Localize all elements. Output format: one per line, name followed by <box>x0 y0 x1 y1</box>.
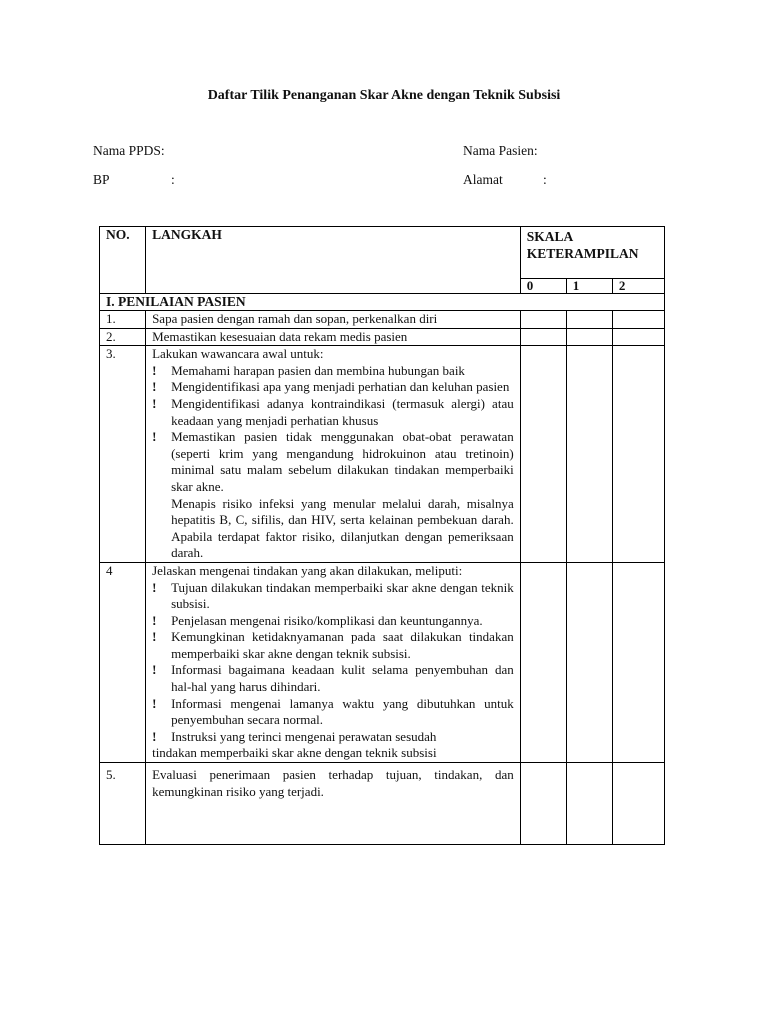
table-row <box>100 562 665 762</box>
list-item <box>152 580 514 613</box>
bullet-icon: ! <box>152 379 157 395</box>
scale-1: 1 <box>566 279 612 294</box>
score-cell-1[interactable] <box>566 346 612 563</box>
list-item <box>152 729 514 746</box>
nama-pasien-field <box>463 143 538 159</box>
list-item-text: Informasi mengenai lamanya waktu yang dibutuhkan untuk penyembuhan secara normal. <box>171 695 514 728</box>
list-item <box>152 613 514 630</box>
row-number: 5. <box>100 763 146 845</box>
list-item <box>152 396 514 429</box>
list-item <box>152 379 514 396</box>
score-cell-2[interactable] <box>612 763 664 845</box>
alamat-label: Alamat <box>463 172 503 187</box>
list-item-text: Penjelasan mengenai risiko/komplikasi dan keuntungannya. <box>171 612 483 628</box>
score-cell-2[interactable] <box>612 562 664 762</box>
list-item-text: Tujuan dilakukan tindakan memperbaiki skar akne dengan teknik subsisi. <box>171 579 514 612</box>
table-row <box>100 763 665 845</box>
list-item <box>152 662 514 695</box>
document-title: Daftar Tilik Penanganan Skar Akne dengan Teknik Subsisi <box>207 88 561 103</box>
score-cell-2[interactable] <box>612 328 664 346</box>
bullet-icon: ! <box>152 629 157 645</box>
score-cell-2[interactable] <box>612 346 664 563</box>
list-item-text: Mengidentifikasi apa yang menjadi perhatian dan keluhan pasien <box>171 379 510 395</box>
list-item-text: Instruksi yang terinci mengenai perawatan sesudah <box>171 728 437 744</box>
row-number: 2. <box>100 328 146 346</box>
score-cell-1[interactable] <box>566 328 612 346</box>
score-cell-1[interactable] <box>566 562 612 762</box>
header-no: NO. <box>100 227 146 294</box>
score-cell-1[interactable] <box>566 763 612 845</box>
row-number: 3. <box>100 346 146 563</box>
score-cell-2[interactable] <box>612 311 664 329</box>
score-cell-1[interactable] <box>566 311 612 329</box>
row-step-text: Lakukan wawancara awal untuk: <box>152 346 324 362</box>
row-step-content <box>146 346 521 563</box>
header-langkah: LANGKAH <box>146 227 521 294</box>
list-item-continuation: Menapis risiko infeksi yang menular melalui darah, misalnya hepatitis B, C, sifilis, dan HIV, serta kelainan pembekuan darah. Apabila terdapat faktor risiko, dilanjutkan dengan pemeriksaan darah. <box>171 495 514 561</box>
score-cell-0[interactable] <box>520 311 566 329</box>
row-step-text: Evaluasi penerimaan pasien terhadap tujuan, tindakan, dan kemungkinan risiko yang terjadi. <box>146 763 521 845</box>
bullet-icon: ! <box>152 662 157 678</box>
score-cell-0[interactable] <box>520 346 566 563</box>
bullet-icon: ! <box>152 728 157 744</box>
bp-colon: : <box>171 172 175 187</box>
alamat-field <box>463 172 547 188</box>
bullet-icon: ! <box>152 362 157 378</box>
list-item-text: Mengidentifikasi adanya kontraindikasi (termasuk alergi) atau keadaan yang menjadi perhatian khusus <box>171 395 514 428</box>
alamat-colon: : <box>543 172 547 187</box>
bullet-icon: ! <box>152 695 157 711</box>
bullet-icon: ! <box>152 612 157 628</box>
scale-0: 0 <box>520 279 566 294</box>
bp-label: BP <box>93 172 110 187</box>
nama-ppds-field <box>93 143 165 159</box>
row-step-text: Memastikan kesesuaian data rekam medis pasien <box>146 328 521 346</box>
row-step-content <box>146 562 521 762</box>
list-item-text: Memastikan pasien tidak menggunakan obat-obat perawatan (seperti krim yang mengandung hidrokuinon atau tretinoin) minimal satu malam sebelum dilakukan tindakan memperbaiki skar akne. <box>171 429 514 494</box>
scale-2: 2 <box>612 279 664 294</box>
header-skala <box>520 227 664 279</box>
table-row <box>100 346 665 563</box>
checklist-table <box>99 226 665 845</box>
list-item <box>152 696 514 729</box>
score-cell-0[interactable] <box>520 763 566 845</box>
list-item-text: Informasi bagaimana keadaan kulit selama penyembuhan dan hal-hal yang harus dihindari. <box>171 662 514 695</box>
bullet-icon: ! <box>152 579 157 595</box>
list-item-continuation: tindakan memperbaiki skar akne dengan teknik subsisi <box>152 745 437 761</box>
list-item <box>152 429 514 495</box>
list-item-text: Kemungkinan ketidaknyamanan pada saat dilakukan tindakan memperbaiki skar akne dengan teknik subsisi. <box>171 629 514 661</box>
list-item <box>152 363 514 380</box>
row-number: 4 <box>100 562 146 762</box>
row-step-text: Sapa pasien dengan ramah dan sopan, perkenalkan diri <box>146 311 521 329</box>
nama-ppds-label: Nama PPDS: <box>93 143 165 158</box>
bullet-icon: ! <box>152 395 157 411</box>
bullet-icon: ! <box>152 429 157 445</box>
score-cell-0[interactable] <box>520 328 566 346</box>
nama-pasien-label: Nama Pasien: <box>463 143 538 158</box>
bp-field <box>93 172 175 188</box>
section-penilaian-pasien: I. PENILAIAN PASIEN <box>100 294 665 311</box>
table-row <box>100 328 665 346</box>
list-item <box>152 629 514 662</box>
row-number: 1. <box>100 311 146 329</box>
score-cell-0[interactable] <box>520 562 566 762</box>
header-skala-line2: KETERAMPILAN <box>526 246 639 261</box>
row-step-text: Jelaskan mengenai tindakan yang akan dilakukan, meliputi: <box>152 562 463 578</box>
table-row <box>100 311 665 329</box>
list-item-text: Memahami harapan pasien dan membina hubungan baik <box>171 362 465 378</box>
header-skala-line1: SKALA <box>526 229 574 244</box>
